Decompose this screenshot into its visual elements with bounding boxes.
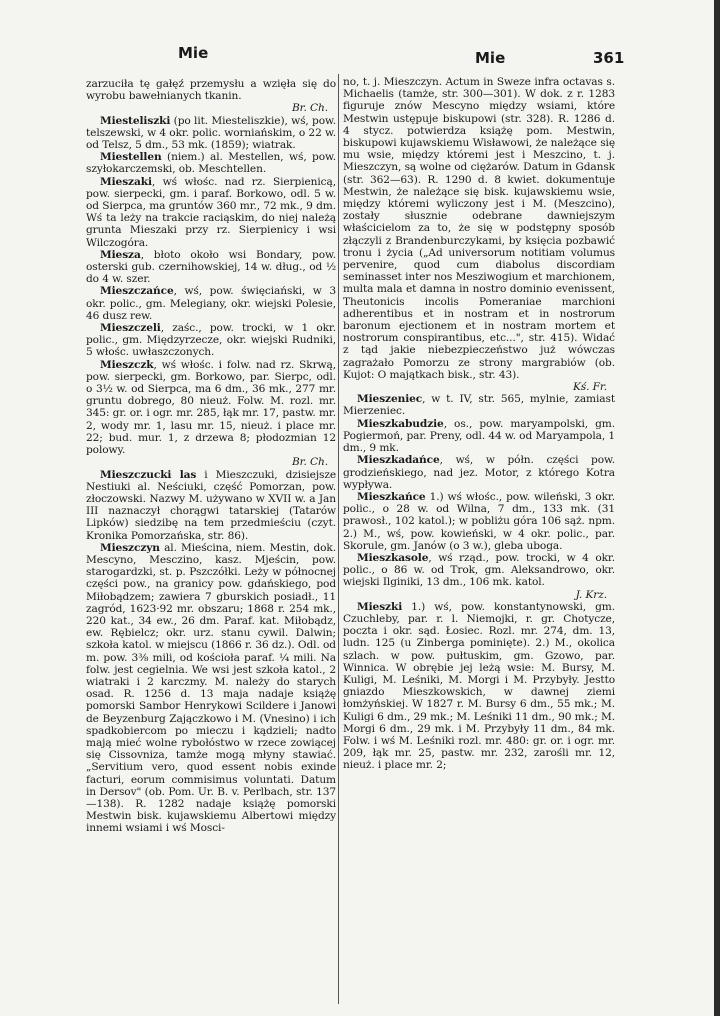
entry-headword: Mieszeniec bbox=[357, 393, 423, 406]
entry-text: , os., pow. maryampolski, gm. Pogiermoń, par. Preny, odl. 44 w. od Maryampola, 1 dm., 9 mk. bbox=[343, 417, 615, 455]
entry-text: , wś włośc. nad rz. Sierpienicą, pow. sierpecki, gm. i paraf. Borkowo, odl. 5 w. od Sierpca, ma gruntów 360 mr., 72 mk., 9 dm. Wś ta leży na trakcie raciąskim, do niej należą grunta Mieszaki przy rz. Sierpienicy i wsi Wilczogóra. bbox=[86, 175, 336, 249]
author-signature: J. Krz. bbox=[575, 588, 607, 601]
dictionary-entry bbox=[86, 285, 336, 322]
entry-continuation bbox=[343, 76, 615, 381]
dictionary-entry bbox=[343, 393, 615, 417]
dictionary-entry bbox=[86, 249, 336, 286]
header-right-word: Mie bbox=[475, 49, 506, 67]
entry-headword: Mieszkańce bbox=[357, 490, 426, 503]
dictionary-entry bbox=[86, 322, 336, 359]
dictionary-entry bbox=[343, 552, 615, 589]
dictionary-entry bbox=[343, 454, 615, 491]
entry-headword: Mieszki bbox=[357, 600, 403, 613]
entry-continuation bbox=[86, 78, 336, 102]
left-column bbox=[86, 78, 336, 1003]
entry-text: , wś, w półn. części pow. grodzieńskiego, nad jez. Motor, z którego Kotra wypływa. bbox=[343, 454, 615, 491]
entry-headword: Mieszaki bbox=[100, 175, 152, 188]
page-number: 361 bbox=[593, 49, 625, 67]
entry-text: , zaśc., pow. trocki, w 1 okr. polic., gm. Międzyrzecze, okr. wiejski Rudniki, 5 włośc. uwłaszczonych. bbox=[86, 322, 336, 359]
entry-text: i Mieszczuki, dzisiejsze Nestiuki al. Neściuki, część Pomorzan, pow. złoczowski. Nazwy M. używano w XVII w. a Jan III naznaczył chorągwi tatarskiej (Tatarów Lipków) siedzibę na tem przedmieściu (czyt. Kronika Pomorzańska, str. 86). bbox=[86, 468, 336, 542]
author-signature: Br. Ch. bbox=[291, 456, 328, 469]
author-signature: Br. Ch. bbox=[291, 102, 328, 115]
entry-headword: Miestellen bbox=[100, 151, 162, 164]
dictionary-entry bbox=[86, 115, 336, 152]
entry-text: , w t. IV, str. 565, mylnie, zamiast Mierzeniec. bbox=[343, 393, 615, 418]
entry-headword: Mieszczk bbox=[100, 358, 154, 371]
page-edge-shadow bbox=[714, 0, 720, 1016]
entry-text: , wś włośc. i folw. nad rz. Skrwą, pow. sierpecki, gm. Borkowo, par. Sierpc, odl. o 3½ w. od Sierpca, ma 6 dm., 36 mk., 277 mr. gruntu dobrego, 80 nieuż. Folw. M. rozl. mr. 345: gr. or. i ogr. mr. 285, łąk mr. 17, pastw. mr. 2, wody mr. 1, lasu mr. 15, nieuż. i place mr. 22; bud. mur. 1, z drzewa 8; płodozmian 12 polowy. bbox=[86, 358, 336, 457]
entry-text: zarzuciła tę gałęź przemysłu a wzięła się do wyrobu bawełnianych tkanin. bbox=[86, 78, 336, 103]
entry-text: 1.) wś, pow. konstantynowski, gm. Czuchleby, par. r. l. Niemojki, r. gr. Chotycze, poczta i okr. sąd. Łosiec. Rozl. mr. 274, dm. 13, ludn. 125 (u Zinberga pominięte). 2.) M., okolica szlach. w pow. pułtuskim, gm. Gzowo, par. Winnica. W obrębie jej leżą wsie: M. Bursy, M. Kuligi, M. Leśniki, M. Morgi i M. Przybyły. Jestto gniazdo Mieszkowskich, w dawnej ziemi łomżyńskiej. W 1827 r. M. Bursy 6 dm., 55 mk.; M. Kuligi 6 dm., 29 mk.; M. Leśniki 11 dm., 90 mk.; M. Morgi 6 dm., 29 mk. i M. Przybyły 11 dm., 84 mk. Folw. i wś M. Leśniki rozl. mr. 480: gr. or. i ogr. mr. 209, łąk mr. 25, pastw. mr. 232, zarośli mr. 12, nieuż. i place mr. 2; bbox=[343, 600, 615, 772]
header-left-word: Mie bbox=[178, 44, 209, 62]
entry-headword: Mieszczeli bbox=[100, 322, 161, 335]
running-header bbox=[0, 44, 720, 68]
dictionary-entry bbox=[86, 469, 336, 542]
entry-text: (niem.) al. Mestellen, wś, pow. szyłokarczemski, ob. Meschtellen. bbox=[86, 151, 336, 176]
dictionary-entry bbox=[86, 359, 336, 457]
entry-text: , wś, pow. święciański, w 3 okr. polic., gm. Melegiany, okr. wiejski Polesie, 46 dusz rew. bbox=[86, 285, 336, 322]
entry-headword: Miesteliszki bbox=[100, 114, 171, 127]
dictionary-entry bbox=[86, 176, 336, 249]
dictionary-entry bbox=[343, 601, 615, 772]
entry-headword: Mieszczucki las bbox=[100, 468, 197, 481]
entry-headword: Miesza bbox=[100, 248, 141, 261]
entry-text: no, t. j. Mieszczyn. Actum in Sweze infra octavas s. Michaelis (tamże, str. 300—301). W dok. z r. 1283 figuruje znów Mescyno między wsiami, które Mestwin ustępuje biskupowi (str. 328). R. 1286 d. 4 stycz. potwierdza książę pom. Mestwin, biskupowi kujawskiemu Wisławowi, że należące się mu wsie, między któremi jest i Meszcino, t. j. Mieszczyn, są wolne od ciężarów. Datum in Gdansk (str. 362—63). R. 1290 d. 8 kwiet. dokumentuje Mestwin, że należące się bisk. kujawskiemu wsie, między któremi wyliczony jest i M. (Meszcino), zostały słusznie odebrane dawniejszym właścicielom za to, że się w podstępny sposób złączyli z Brandenburczykami, by księcia pozbawić tronu i życia („Ad universorum notitiam volumus pervenire, quod cum diabolus discordiam seminasset inter nos Mesziwogium et marchionem, multa mala et damna in nostro dominio evenissent, Theutonicis incolis Pomeraniae marchioni adherentibus et in nostram et in nostrorum baronum ejectionem et in nostram mortem et nostrorum conspirantibus, etc...", str. 415). Widać z tąd jakie niebezpieczeństwo już wówczas zagrażało Pomorzu ze strony margrabiów (ob. Kujot: O majątkach bisk., str. 43). bbox=[343, 76, 615, 381]
entry-headword: Mieszczyn bbox=[100, 541, 160, 554]
dictionary-entry bbox=[343, 491, 615, 552]
dictionary-entry bbox=[343, 418, 615, 455]
right-column bbox=[343, 76, 615, 1001]
column-divider bbox=[338, 74, 339, 1004]
entry-headword: Mieszkasole bbox=[357, 551, 429, 564]
entry-headword: Mieszkadańce bbox=[357, 454, 440, 467]
entry-text: , wś rząd., pow. trocki, w 4 okr. polic., o 86 w. od Trok, gm. Aleksandrowo, okr. wiejski Ilginiki, 13 dm., 106 mk. katol. bbox=[343, 551, 615, 589]
dictionary-entry bbox=[86, 542, 336, 835]
author-signature: Kś. Fr. bbox=[572, 381, 607, 394]
entry-text: , błoto około wsi Bondary, pow. osterski gub. czernihowskiej, 14 w. dług., od ½ do 4 w. szer. bbox=[86, 248, 336, 286]
entry-text: (po lit. Miesteliszkie), wś, pow. telszewski, w 4 okr. polic. worniańskim, o 22 w. od Telsz, 5 dm., 53 mk. (1859); wiatrak. bbox=[86, 114, 336, 152]
entry-headword: Mieszkabudzie bbox=[357, 417, 444, 430]
entry-headword: Mieszczańce bbox=[100, 285, 174, 298]
entry-text: 1.) wś włośc., pow. wileński, 3 okr. polic., o 28 w. od Wilna, 7 dm., 133 mk. (31 prawosł., 102 katol.); w pobliżu góra 106 sąż. npm. 2.) M., wś, pow. kowieński, w 4 okr. polic., par. Skorule, gm. Janów (o 3 w.), gleba uboga. bbox=[343, 490, 615, 552]
entry-text: al. Mieścina, niem. Mestin, dok. Mescyno, Mesczino, kasz. Mjeścin, pow. starogardzki, st. p. Pszczółki. Leży w północnej części pow., na granicy pow. gdańskiego, pod Miłobądzem; zawiera 7 gburskich posiadł., 11 zagród, 1623·92 mr. obszaru; 1868 r. 254 mk., 220 kat., 34 ew., 26 dm. Paraf. kat. Miłobądz, ew. Rębielcz; okr. urz. stanu cywil. Dalwin; szkoła katol. w miejscu (1866 r. 36 dz.). Odl. od m. pow. 3⅜ mili, od kościoła paraf. ¼ mili. Na folw. jest cegielnia. We wsi jest szkoła katol., 2 wiatraki i 2 karczmy. M. należy do starych osad. R. 1256 d. 13 maja nadaje książę pomorski Sambor Henrykowi Scildere i Janowi de Beyzenburg Zajączkowo i M. (Vnesino) i ich spadkobiercom po mieczu i kądzieli; nadto mają mieć wolne rybołóstwo w rzece zowiącej się Cissovniza, tamże mogą młyny stawiać. „Servitium vero, quod essent nobis exinde facturi, eorum commisimus voluntati. Datum in Dersov" (ob. Pom. Ur. B. v. Perlbach, str. 137—138). R. 1282 nadaje książę pomorski Mestwin bisk. kujawskiemu Albertowi między innemi wsiami i wś Mosci- bbox=[86, 541, 336, 835]
dictionary-entry bbox=[86, 151, 336, 175]
